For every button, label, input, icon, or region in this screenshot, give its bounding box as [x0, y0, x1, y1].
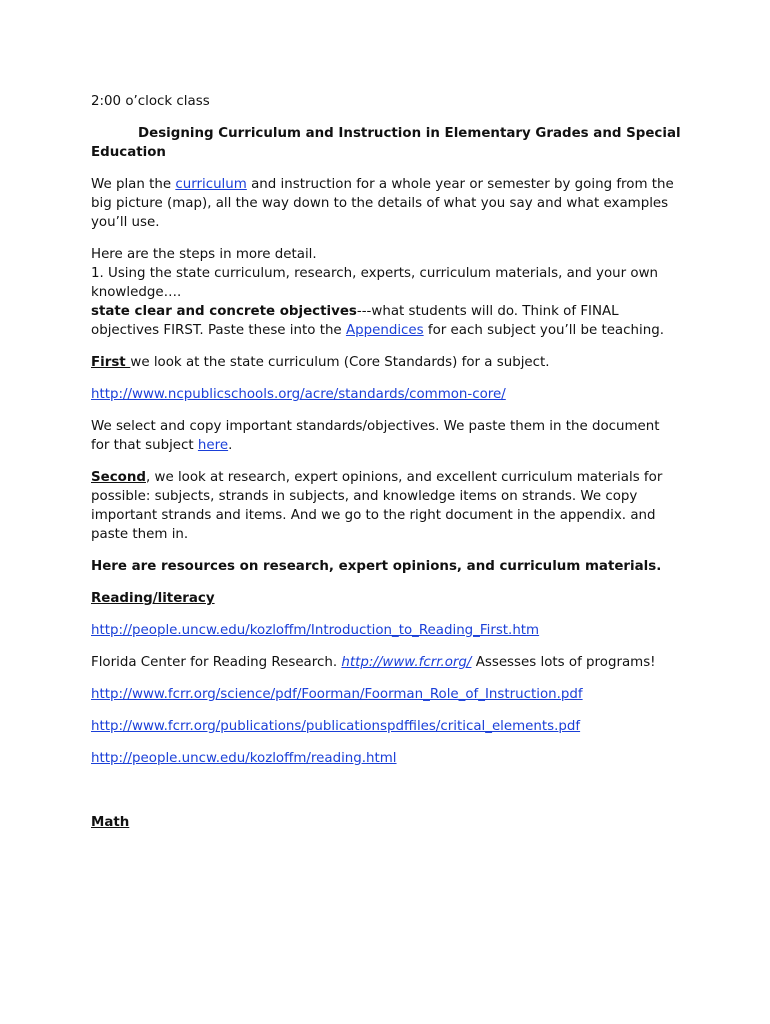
appendices-link[interactable]: Appendices [345, 323, 424, 338]
reading-html-link[interactable]: http://people.uncw.edu/kozloffm/reading.html [91, 751, 397, 766]
core-standards-link-line [91, 385, 681, 404]
class-time: 2:00 o’clock class [91, 94, 210, 109]
critical-elements-link[interactable]: http://www.fcrr.org/publications/publicationspdffiles/critical_elements.pdf [91, 719, 581, 734]
foorman-link-line [91, 685, 681, 704]
steps-intro: Here are the steps in more detail. [91, 247, 317, 262]
reading-link-line [91, 621, 681, 640]
document-body [91, 92, 681, 832]
foorman-link[interactable]: http://www.fcrr.org/science/pdf/Foorman/Foorman_Role_of_Instruction.pdf [91, 687, 583, 702]
first-paragraph: First we look at the state curriculum (Core Standards) for a subject. [91, 355, 550, 370]
step-1: 1. Using the state curriculum, research, experts, curriculum materials, and your own knowledge…. [91, 266, 659, 300]
document-title: Designing Curriculum and Instruction in Elementary Grades and Special Education [91, 126, 681, 160]
critical-elements-link-line [91, 717, 681, 736]
resources-heading: Here are resources on research, expert opinions, and curriculum materials. [91, 559, 662, 574]
reading-first-link[interactable]: http://people.uncw.edu/kozloffm/Introduction_to_Reading_First.htm [91, 623, 540, 638]
fcrr-link[interactable]: http://www.fcrr.org/ [341, 655, 472, 670]
fcrr-paragraph: Florida Center for Reading Research. http://www.fcrr.org/ Assesses lots of programs! [91, 655, 656, 670]
math-heading: Math [91, 815, 130, 830]
select-paragraph: We select and copy important standards/objectives. We paste them in the document for that subject here. [91, 419, 660, 453]
steps-block [91, 245, 681, 340]
objectives-paragraph: state clear and concrete objectives---what students will do. Think of FINAL objectives FIRST. Paste these into the Appendices for each subject you’ll be teaching. [91, 304, 664, 338]
here-link[interactable]: here [197, 438, 229, 453]
reading-heading: Reading/literacy [91, 591, 215, 606]
reading-html-link-line [91, 749, 681, 768]
second-paragraph: Second, we look at research, expert opinions, and excellent curriculum materials for possible: subjects, strands in subjects, and knowledge items on strands. We copy important strands and items. And we go to the right document in the appendix. and paste them in. [91, 470, 663, 542]
curriculum-link[interactable]: curriculum [175, 177, 247, 192]
intro-paragraph: We plan the curriculum and instruction for a whole year or semester by going from the big picture (map), all the way down to the details of what you say and what examples you’ll use. [91, 177, 674, 230]
core-standards-link[interactable]: http://www.ncpublicschools.org/acre/standards/common-core/ [91, 387, 506, 402]
